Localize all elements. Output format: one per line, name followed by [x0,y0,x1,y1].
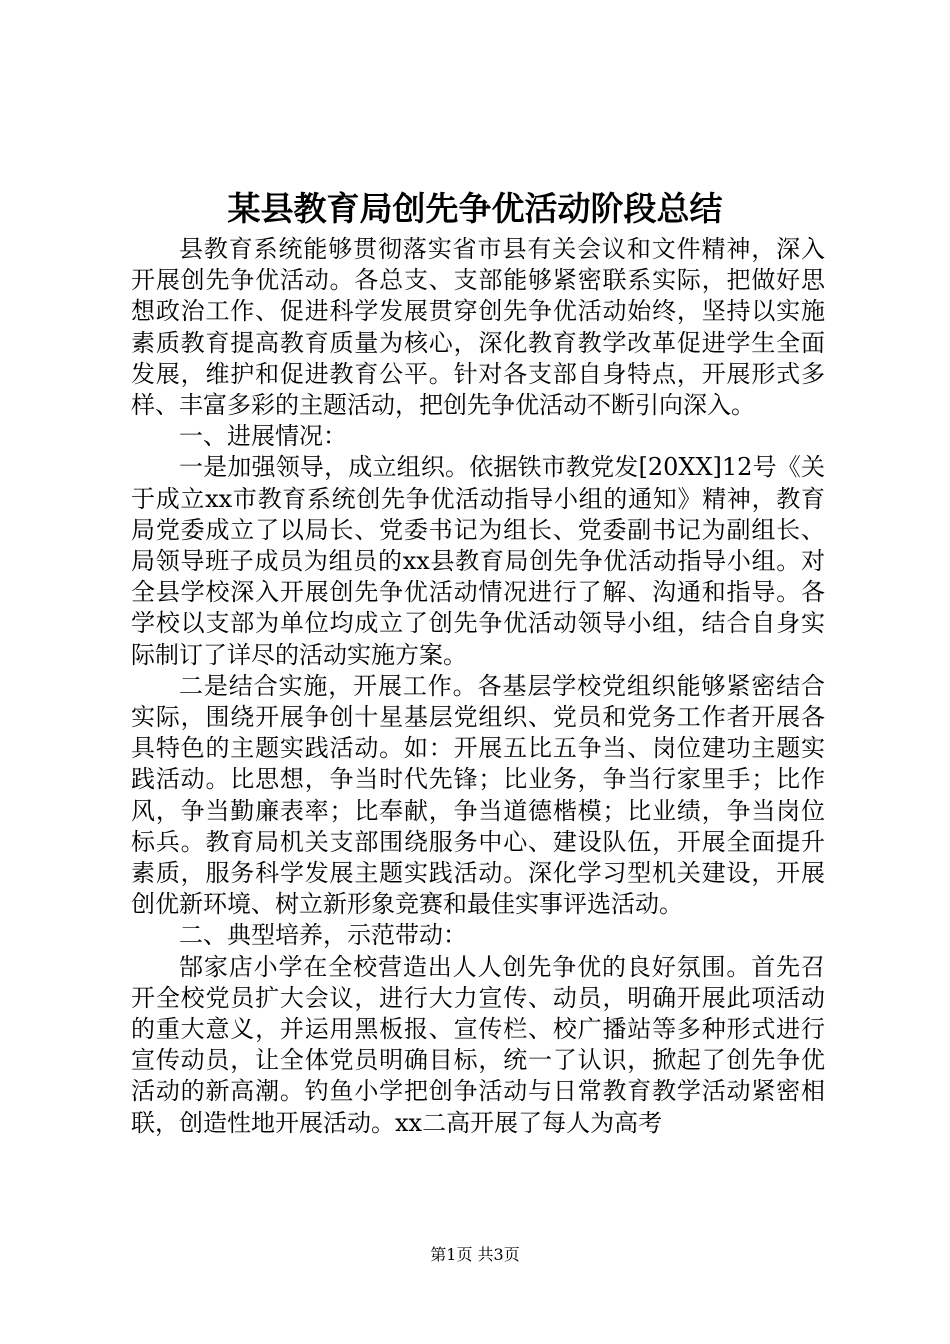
paragraph-intro: 县教育系统能够贯彻落实省市县有关会议和文件精神，深入开展创先争优活动。各总支、支部能够紧密联系实际，把做好思想政治工作、促进科学发展贯穿创先争优活动始终，坚持以实施素质教育提高教育质量为核心，深化教育教学改革促进学生全面发展，维护和促进教育公平。针对各支部自身特点，开展形式多样、丰富多彩的主题活动，把创先争优活动不断引向深入。 [131,235,825,420]
paragraph-implementation: 二是结合实施，开展工作。各基层学校党组织能够紧密结合实际，围绕开展争创十星基层党组织、党员和党务工作者开展各具特色的主题实践活动。如：开展五比五争当、岗位建功主题实践活动。比思想，争当时代先锋；比业务，争当行家里手；比作风，争当勤廉表率；比奉献，争当道德楷模；比业绩，争当岗位标兵。教育局机关支部围绕服务中心、建设队伍，开展全面提升素质，服务科学发展主题实践活动。深化学习型机关建设，开展创优新环境、树立新形象竞赛和最佳实事评选活动。 [131,671,825,919]
document-title: 某县教育局创先争优活动阶段总结 [227,189,723,228]
section-heading-progress: 一、进展情况： [179,422,347,451]
paragraph-leadership: 一是加强领导，成立组织。依据铁市教党发[20XX]12号《关于成立xx市教育系统创先争优活动指导小组的通知》精神，教育局党委成立了以局长、党委书记为组长、党委副书记为副组长、局领导班子成员为组员的xx县教育局创先争优活动指导小组。对全县学校深入开展创先争优活动情况进行了解、沟通和指导。各学校以支部为单位均成立了创先争优活动领导小组，结合自身实际制订了详尽的活动实施方案。 [131,453,825,669]
page-number-footer: 第1页 共3页 [430,1245,520,1264]
section-heading-models: 二、典型培养，示范带动： [179,921,467,950]
paragraph-schools: 郜家店小学在全校营造出人人创先争优的良好氛围。首先召开全校党员扩大会议，进行大力宣传、动员，明确开展此项活动的重大意义，并运用黑板报、宣传栏、校广播站等多种形式进行宣传动员，让全体党员明确目标，统一了认识，掀起了创先争优活动的新高潮。钓鱼小学把创争活动与日常教育教学活动紧密相联，创造性地开展活动。xx二高开展了每人为高考 [131,952,825,1137]
document-body [131,234,825,1139]
